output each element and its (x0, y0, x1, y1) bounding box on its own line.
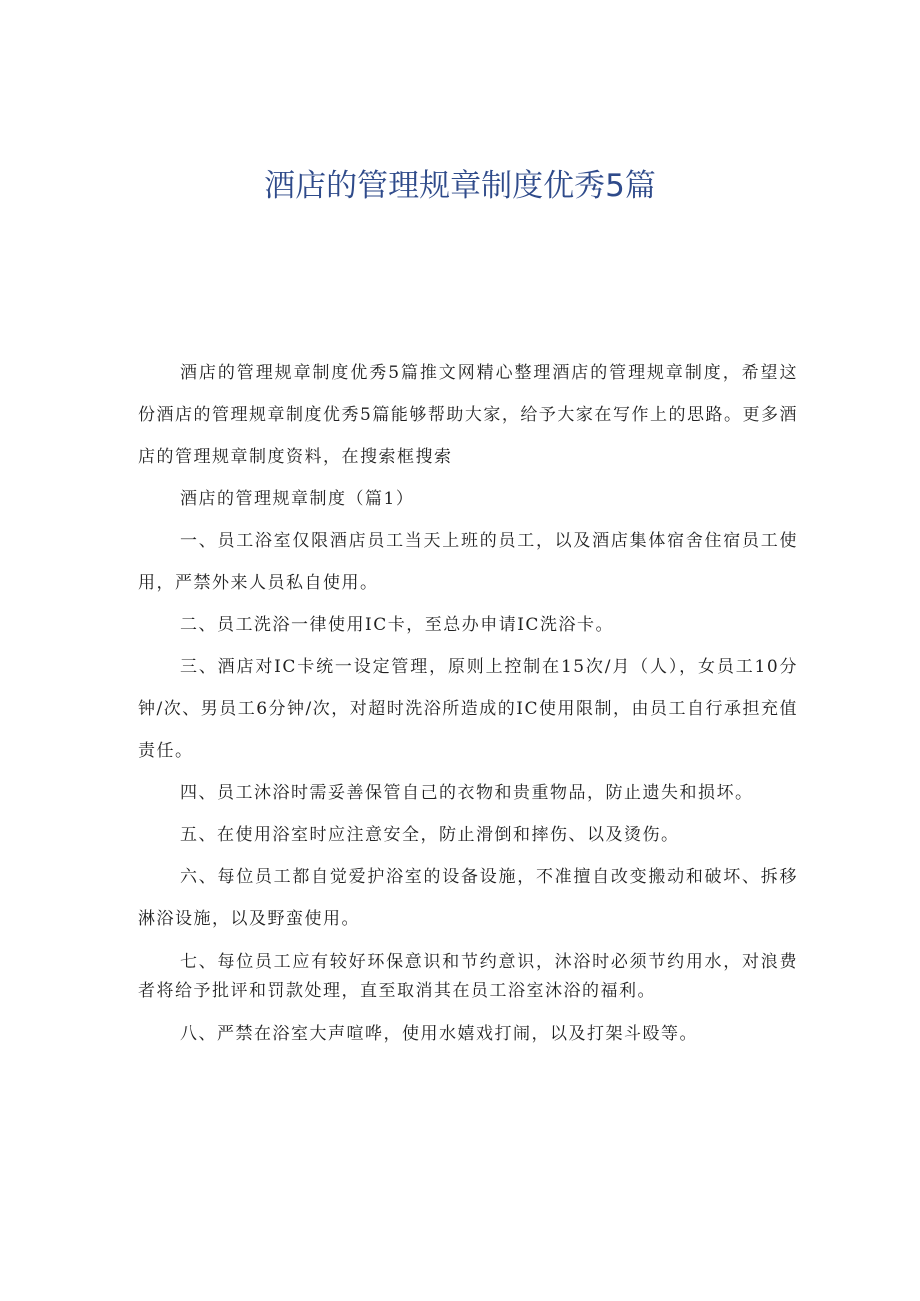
rule-paragraph-1: 一、员工浴室仅限酒店员工当天上班的员工，以及酒店集体宿舍住宿员工使用，严禁外来人员私自使用。 (138, 531, 798, 593)
rule-paragraph-6: 六、每位员工都自觉爱护浴室的设备设施，不准擅自改变搬动和破坏、拆移淋浴设施，以及野蛮使用。 (138, 867, 798, 929)
rule-paragraph-3: 三、酒店对IC卡统一设定管理，原则上控制在15次/月（人），女员工10分钟/次、男员工6分钟/次，对超时洗浴所造成的IC使用限制，由员工自行承担充值责任。 (138, 657, 798, 761)
rule-paragraph-5: 五、在使用浴室时应注意安全，防止滑倒和摔伤、以及烫伤。 (180, 825, 680, 845)
document-title: 酒店的管理规章制度优秀5篇 (264, 168, 656, 204)
rule-paragraph-2: 二、员工洗浴一律使用IC卡，至总办申请IC洗浴卡。 (180, 615, 614, 635)
rule-paragraph-7: 七、每位员工应有较好环保意识和节约意识，沐浴时必须节约用水，对浪费者将给予批评和罚款处理，直至取消其在员工浴室沐浴的福利。 (138, 952, 798, 1001)
section-heading: 酒店的管理规章制度（篇1） (180, 489, 415, 509)
document-body (138, 352, 798, 1055)
rule-paragraph-4: 四、员工沐浴时需妥善保管自己的衣物和贵重物品，防止遗失和损坏。 (180, 783, 754, 803)
rule-paragraph-8: 八、严禁在浴室大声喧哗，使用水嬉戏打闹，以及打架斗殴等。 (180, 1024, 698, 1044)
intro-paragraph: 酒店的管理规章制度优秀5篇推文网精心整理酒店的管理规章制度，希望这份酒店的管理规章制度优秀5篇能够帮助大家，给予大家在写作上的思路。更多酒店的管理规章制度资料，在搜索框搜索 (138, 363, 798, 467)
